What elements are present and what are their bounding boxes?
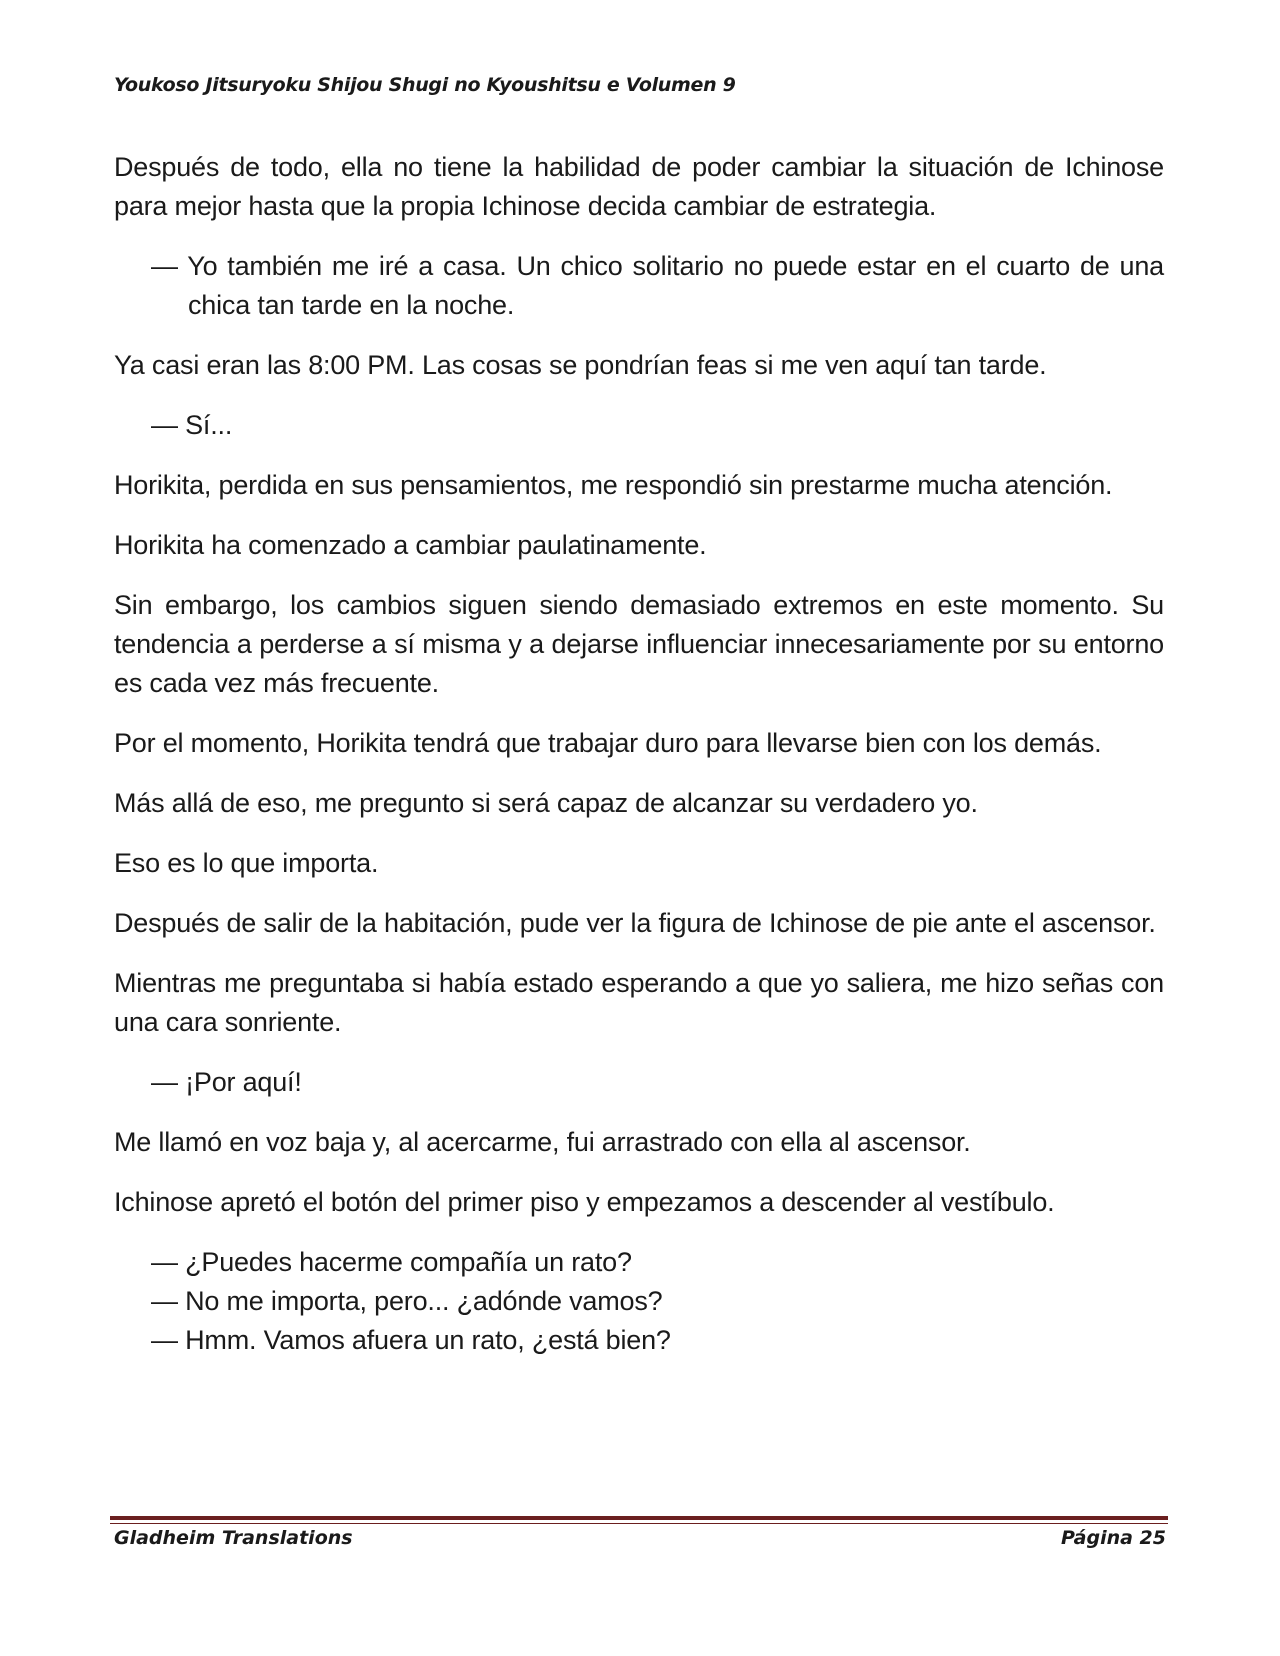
dialogue-block: [114, 1063, 1164, 1102]
paragraph: Eso es lo que importa.: [114, 848, 379, 878]
paragraph: Después de todo, ella no tiene la habilidad de poder cambiar la situación de Ichinose para mejor hasta que la propia Ichinose decida cambiar de estrategia.: [114, 152, 1164, 221]
footer-publisher: Gladheim Translations: [114, 1527, 353, 1549]
footer-rule-thin: [110, 1523, 1168, 1524]
paragraph: Horikita, perdida en sus pensamientos, me respondió sin prestarme mucha atención.: [114, 470, 1113, 500]
footer-page-number: Página 25: [1060, 1527, 1166, 1549]
dialogue-line: — Yo también me iré a casa. Un chico solitario no puede estar en el cuarto de una chica tan tarde en la noche.: [151, 251, 1164, 320]
paragraph: Mientras me preguntaba si había estado esperando a que yo saliera, me hizo señas con una cara sonriente.: [114, 968, 1164, 1037]
paragraph: Después de salir de la habitación, pude ver la figura de Ichinose de pie ante el ascensor.: [114, 908, 1156, 938]
dialogue-line: — Sí...: [151, 410, 233, 440]
dialogue-line: — Hmm. Vamos afuera un rato, ¿está bien?: [151, 1325, 671, 1355]
dialogue-line: — ¡Por aquí!: [151, 1067, 302, 1097]
paragraph: Ichinose apretó el botón del primer piso y empezamos a descender al vestíbulo.: [114, 1187, 1055, 1217]
dialogue-block: [114, 1243, 1164, 1360]
dialogue-line: — No me importa, pero... ¿adónde vamos?: [151, 1286, 663, 1316]
paragraph: Sin embargo, los cambios siguen siendo demasiado extremos en este momento. Su tendencia a perderse a sí misma y a dejarse influenciar innecesariamente por su entorno es cada vez más frecuente.: [114, 590, 1164, 698]
footer-rule: [110, 1516, 1168, 1520]
dialogue-block: [114, 247, 1164, 325]
paragraph: Ya casi eran las 8:00 PM. Las cosas se pondrían feas si me ven aquí tan tarde.: [114, 350, 1047, 380]
body-text: [114, 148, 1164, 1381]
dialogue-block: [114, 406, 1164, 445]
running-header: Youkoso Jitsuryoku Shijou Shugi no Kyoushitsu e Volumen 9: [114, 74, 736, 96]
dialogue-line: — ¿Puedes hacerme compañía un rato?: [151, 1247, 632, 1277]
paragraph: Por el momento, Horikita tendrá que trabajar duro para llevarse bien con los demás.: [114, 728, 1102, 758]
paragraph: Me llamó en voz baja y, al acercarme, fui arrastrado con ella al ascensor.: [114, 1127, 971, 1157]
paragraph: Horikita ha comenzado a cambiar paulatinamente.: [114, 530, 707, 560]
paragraph: Más allá de eso, me pregunto si será capaz de alcanzar su verdadero yo.: [114, 788, 978, 818]
